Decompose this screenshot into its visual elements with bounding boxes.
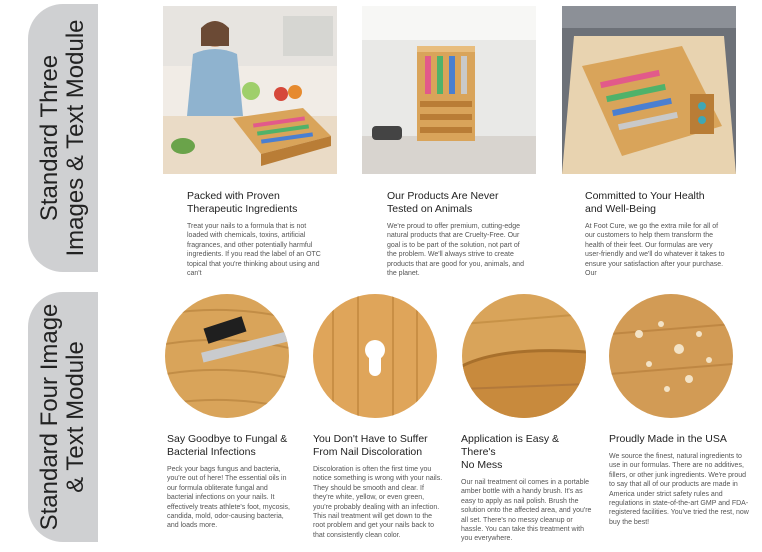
four-col-1 — [167, 433, 293, 531]
three-col-1-title: Packed with Proven Therapeutic Ingredients — [187, 190, 298, 215]
product-image-counter-organizer — [362, 6, 536, 174]
circle-image-cutter-blade — [165, 294, 289, 418]
three-col-3-title: Committed to Your Health and Well-Being — [585, 190, 705, 215]
four-col-2-body: Discoloration is often the first time you notice something is wrong with your nails. They should be smooth and clear. If they're white, yellow, or even green, you're probably dealing with an infection. This nail treatment will get down to the root problem and get your nails back to that consistently clean color. — [313, 466, 443, 539]
three-col-2-title: Our Products Are Never Tested on Animals — [387, 190, 499, 215]
three-col-2-body: We're proud to offer premium, cutting-edge natural products that are Cruelty-Free. Our goal is to be part of the solution, not part of the problem. We'll always strive to create products that are good for you, animals, and the planet. — [387, 223, 524, 278]
four-col-1-title: Say Goodbye to Fungal & Bacterial Infections — [167, 433, 288, 458]
three-image-module-tab — [28, 4, 98, 272]
three-image-module-label: Standard Three Images & Text Module — [36, 19, 89, 257]
three-col-3-body: At Foot Cure, we go the extra mile for all of our customers to help them transform the health of their feet. Our formulas are very user-friendly and we'll do whatever it takes to ensure your satisfaction after your purchase. Our — [585, 223, 725, 278]
three-col-1-body: Treat your nails to a formula that is not loaded with chemicals, toxins, artificial fragrances, and other potentially harmful ingredients. If you read the label of an OTC topical that you're thinking about using and can't — [187, 223, 321, 278]
circle-image-bamboo-edge — [462, 294, 586, 418]
four-image-module-tab — [28, 292, 98, 542]
four-col-4-body: We source the finest, natural ingredients to use in our formulas. There are no additives, fillers, or other junk ingredients. We're proud to say that all of our products are made in America under strict safety rules and regulations in state-of-the-art GMP and FDA-registered facilities. You've tried the rest, now buy the best! — [609, 453, 749, 526]
circle-image-keyhole — [313, 294, 437, 418]
four-image-module-label: Standard Four Image & Text Module — [36, 303, 89, 531]
four-col-1-body: Peck your bags fungus and bacteria, you're out of here! The essential oils in our formula obliterate fungal and bacterial infections on your nails. It effectively treats athlete's foot, mycosis, candida, mold, odor-causing bacteria, and loads more. — [167, 466, 290, 530]
four-col-3 — [461, 433, 593, 544]
four-col-2-title: You Don't Have to Suffer From Nail Discoloration — [313, 433, 428, 458]
product-image-drawer-organizer — [562, 6, 736, 174]
circle-image-water-droplets — [609, 294, 733, 418]
four-col-3-title: Application is Easy & There's No Mess — [461, 433, 560, 471]
three-col-3 — [585, 190, 725, 278]
four-col-4 — [609, 433, 749, 527]
four-col-3-body: Our nail treatment oil comes in a portable amber bottle with a handy brush. It's as easy to apply as nail polish. Brush the solution onto the affected area, and you're all set. There's no messy cleanup or hassle. You can take this treatment with you everywhere. — [461, 479, 592, 543]
four-col-4-title: Proudly Made in the USA — [609, 433, 727, 445]
three-col-1 — [187, 190, 327, 278]
four-col-2 — [313, 433, 443, 540]
three-col-2 — [387, 190, 527, 278]
product-image-kitchen-woman — [163, 6, 337, 174]
